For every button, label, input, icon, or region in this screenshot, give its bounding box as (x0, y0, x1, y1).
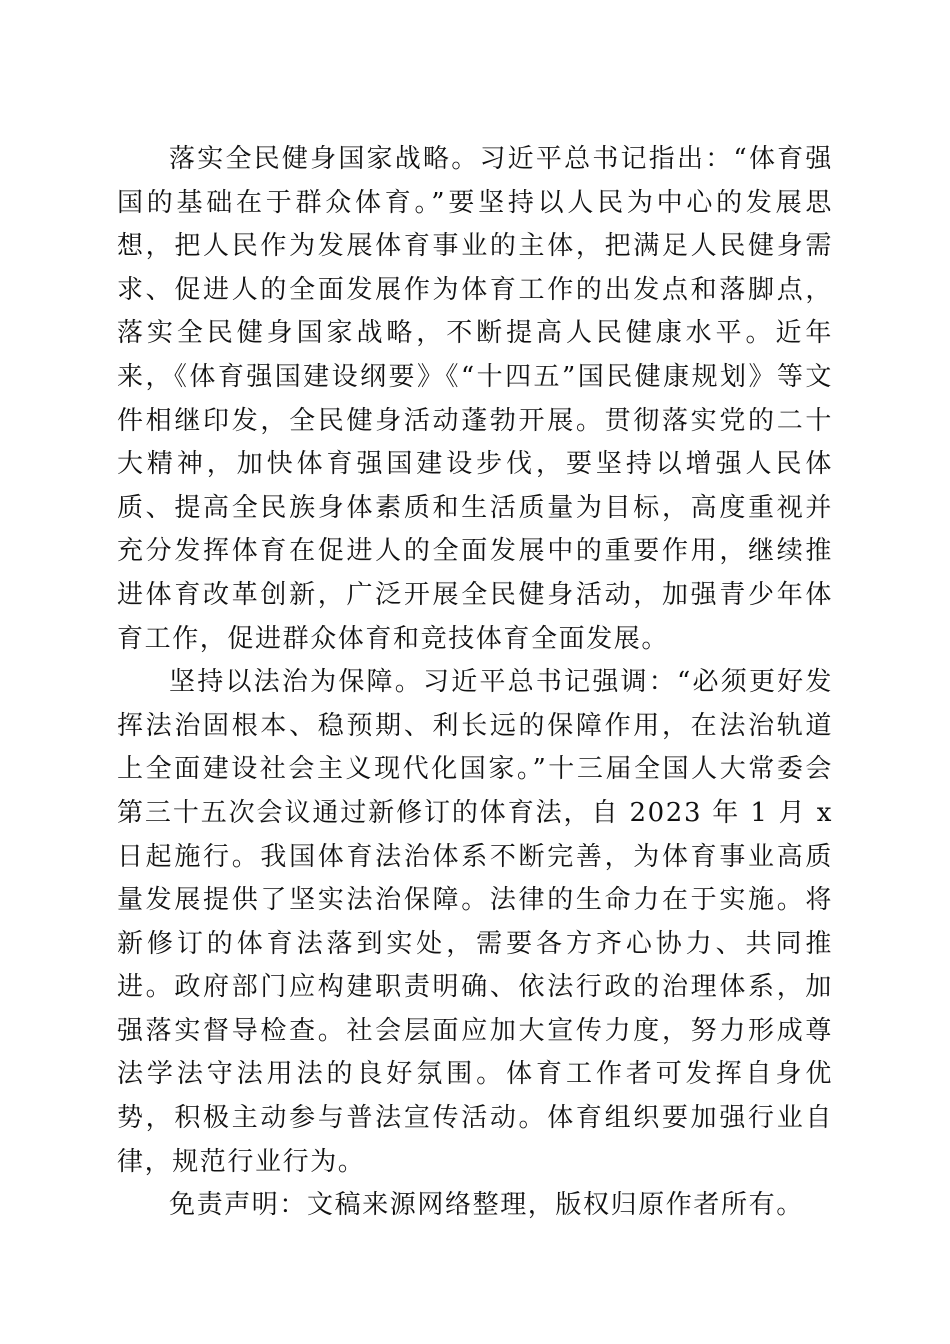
disclaimer-paragraph: 免责声明：文稿来源网络整理，版权归原作者所有。 (169, 1190, 804, 1221)
document-page (117, 138, 833, 1228)
paragraph-fitness-strategy: 落实全民健身国家战略。习近平总书记指出：“体育强国的基础在于群众体育。”要坚持以人民为中心的发展思想，把人民作为发展体育事业的主体，把满足人民健身需求、促进人的全面发展作为体育工作的出发点和落脚点，落实全民健身国家战略，不断提高人民健康水平。近年来，《体育强国建设纲要》《“十四五”国民健康规划》等文件相继印发，全民健身活动蓬勃开展。贯彻落实党的二十大精神，加快体育强国建设步伐，要坚持以增强人民体质、提高全民族身体素质和生活质量为目标，高度重视并充分发挥体育在促进人的全面发展中的重要作用，继续推进体育改革创新，广泛开展全民健身活动，加强青少年体育工作，促进群众体育和竞技体育全面发展。 (117, 144, 833, 654)
paragraph-rule-of-law: 坚持以法治为保障。习近平总书记强调：“必须更好发挥法治固根本、稳预期、利长远的保障作用，在法治轨道上全面建设社会主义现代化国家。”十三届全国人大常委会第三十五次会议通过新修订的体育法，自 2023 年 1 月 x 日起施行。我国体育法治体系不断完善，为体育事业高质量发展提供了坚实法治保障。法律的生命力在于实施。将新修订的体育法落到实处，需要各方齐心协力、共同推进。政府部门应构建职责明确、依法行政的治理体系，加强落实督导检查。社会层面应加大宣传力度，努力形成尊法学法守法用法的良好氛围。体育工作者可发挥自身优势，积极主动参与普法宣传活动。体育组织要加强行业自律，规范行业行为。 (117, 667, 833, 1177)
